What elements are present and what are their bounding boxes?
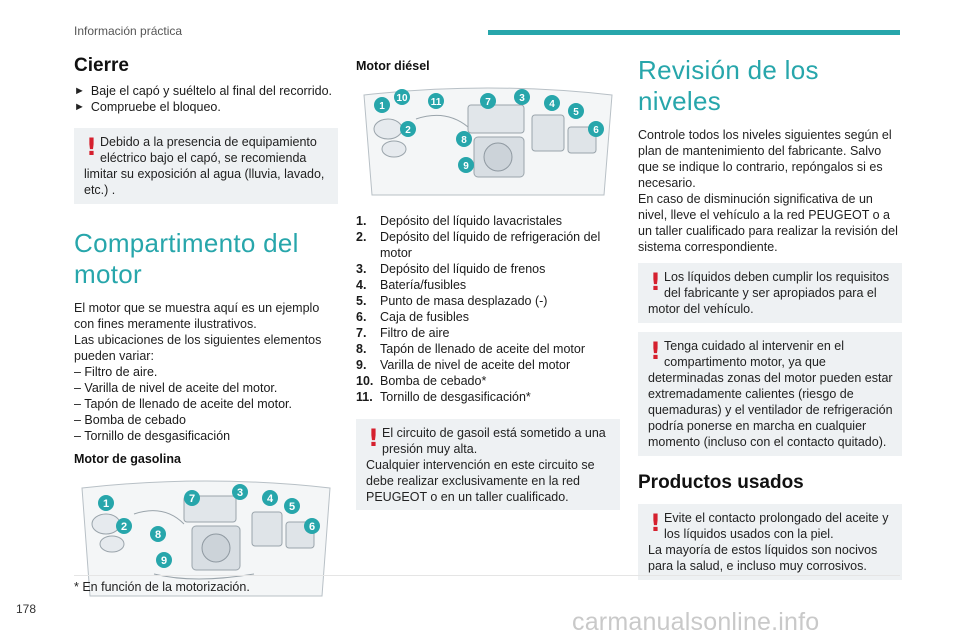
exclamation-warning-icon: ! [368,424,379,452]
list-item [356,293,620,309]
item-label: Caja de fusibles [380,310,469,324]
callout-label: 5 [288,501,296,513]
list-item: – Bomba de cebado [74,413,186,427]
callout-label: 6 [308,521,316,533]
callout-label: 11 [430,97,442,108]
list-item: – Tornillo de desgasificación [74,429,231,443]
page-number: 178 [16,602,37,616]
callout-label: 7 [188,493,196,505]
item-label: Tapón de llenado de aceite del motor [380,342,586,356]
exclamation-warning-icon: ! [650,337,661,365]
item-number: 10. [356,374,374,388]
callout-label: 3 [236,487,244,499]
item-number: 8. [356,342,367,356]
triangle-bullet-icon: ► [74,101,85,113]
callout-label: 9 [463,161,469,172]
callout-label: 5 [573,107,579,118]
warning-text: motor del vehículo. [648,302,754,316]
item-number: 9. [356,358,367,372]
list-item [356,373,620,389]
step-item [74,83,338,99]
warning-text: determinadas zonas del motor pueden estar extremadamente calientes (riesgo de quemaduras) y el ventilador de refrigeración podría ponerse en marcha en cualquier momento (incluso con el contacto quitado). [648,371,893,449]
callout-label: 7 [485,97,491,108]
header-accent-bar [488,30,900,35]
callout-label: 2 [120,521,128,533]
warning-text: Evite el contacto prolongado del aceite y [664,511,889,525]
callout-label: 8 [461,135,467,146]
warning-text: presión muy alta. [382,442,478,456]
item-number: 3. [356,262,367,276]
item-label: Punto de masa desplazado (-) [380,294,548,308]
warning-text: del fabricante y ser apropiados para el [664,286,877,300]
cierre-title: Cierre [74,55,129,76]
list-item [356,325,620,341]
footnote: * En función de la motorización. [74,580,250,594]
list-item: – Tapón de llenado de aceite del motor. [74,397,292,411]
footnote-divider [74,575,900,576]
products-title: Productos usados [638,472,804,493]
step-item [74,99,338,115]
item-label: Batería/fusibles [380,278,467,292]
levels-text-2: En caso de disminución significativa de un nivel, lleve el vehículo a la red PEUGEOT o a un taller cualificado para realizar la revisión del sistema correspondiente. [638,192,898,254]
triangle-bullet-icon: ► [74,85,85,97]
callout-label: 6 [593,125,599,136]
callout-label: 3 [519,93,525,104]
item-label: Depósito del líquido de refrigeración del motor [380,230,601,260]
item-number: 6. [356,310,367,324]
warning-box [356,419,620,510]
warning-text: La mayoría de estos líquidos son nocivos para la salud, e incluso muy corrosivos. [648,543,878,573]
compartimento-title: Compartimento del motor [74,228,299,289]
item-number: 11. [356,390,373,404]
list-item [356,261,620,277]
warning-text: Tenga cuidado al intervenir en el [664,339,844,353]
item-label: Depósito del líquido lavacristales [380,214,563,228]
callout-label: 4 [266,493,274,505]
list-item [356,309,620,325]
warning-text: los líquidos usados con la piel. [664,527,834,541]
exclamation-warning-icon: ! [650,509,661,537]
watermark: carmanualsonline.info [572,608,820,636]
step-text: Baje el capó y suéltelo al final del recorrido. [90,84,332,98]
diesel-title: Motor diésel [356,59,430,73]
item-number: 5. [356,294,367,308]
callout-label: 8 [154,529,162,541]
warning-text: limitar su exposición al agua (lluvia, lavado, etc.) . [84,167,325,197]
list-item: – Varilla de nivel de aceite del motor. [74,381,278,395]
warning-text: Debido a la presencia de equipamiento [100,135,317,149]
levels-text: Controle todos los niveles siguientes según el plan de mantenimiento del fabricante. Salvo que se indique lo contrario, repóngalos si es necesario. [638,128,892,190]
warning-text: Los líquidos deben cumplir los requisitos [664,270,890,284]
cierre-steps [74,83,338,115]
diesel-engine-illustration [356,83,620,201]
item-label: Bomba de cebado* [380,374,487,388]
callout-label: 9 [160,555,168,567]
list-item [356,389,620,405]
warning-text: Cualquier intervención en este circuito se debe realizar exclusivamente en la red PEUGEOT o en un taller cualificado. [366,458,595,504]
warning-box [638,263,902,323]
callout-label: 2 [405,125,411,136]
item-number: 1. [356,214,367,228]
list-item [356,277,620,293]
step-text: Compruebe el bloqueo. [90,100,221,114]
locations-list [74,364,338,444]
warning-box [638,332,902,456]
header-section-label: Información práctica [74,24,183,38]
item-number: 2. [356,230,367,244]
item-label: Filtro de aire [380,326,450,340]
warning-box [74,128,338,204]
callout-label: 1 [379,101,385,112]
exclamation-warning-icon: ! [650,268,661,296]
component-list [356,213,620,405]
list-item [356,357,620,373]
gasoline-title: Motor de gasolina [74,452,181,466]
levels-title: Revisión de los niveles [638,55,819,116]
item-label: Depósito del líquido de frenos [380,262,546,276]
item-number: 7. [356,326,367,340]
callout-label: 4 [549,99,555,110]
callout-label: 10 [396,93,408,104]
item-label: Tornillo de desgasificación* [380,390,531,404]
warning-text: eléctrico bajo el capó, se recomienda [100,151,307,165]
column-right [638,55,902,580]
list-item: – Filtro de aire. [74,365,158,379]
list-item [356,341,620,357]
list-item [356,213,620,229]
warning-text: compartimento motor, ya que [664,355,826,369]
warning-box [638,504,902,580]
list-item [356,229,620,261]
column-middle [356,55,620,510]
warning-text: El circuito de gasoil está sometido a una [382,426,606,440]
exclamation-warning-icon: ! [86,133,97,161]
compartimento-text: El motor que se muestra aquí es un ejemplo con fines meramente ilustrativos. [74,301,320,331]
item-number: 4. [356,278,367,292]
callout-label: 1 [102,498,110,510]
column-left [74,55,338,602]
item-label: Varilla de nivel de aceite del motor [380,358,571,372]
locations-intro: Las ubicaciones de los siguientes elementos pueden variar: [74,333,322,363]
